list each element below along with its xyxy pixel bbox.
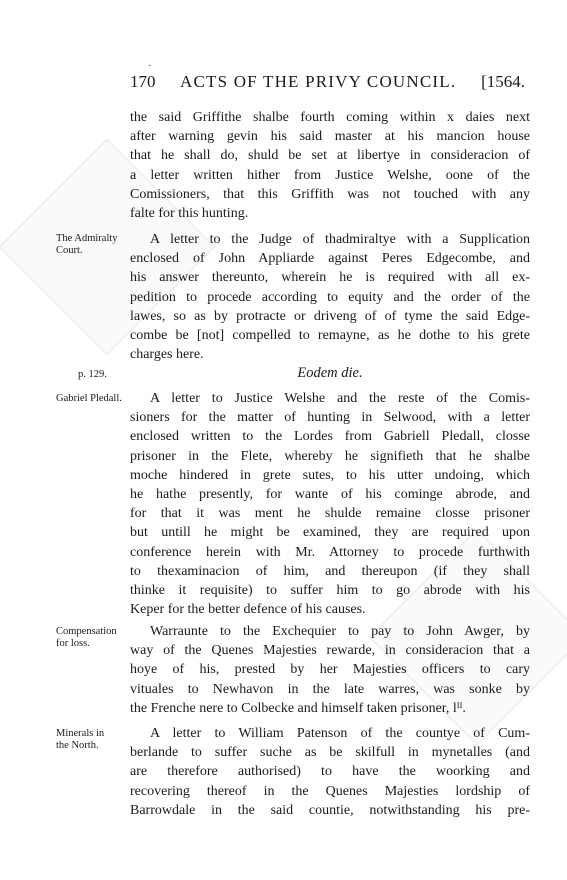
margin-note-gabriel-pledall: Gabriel Pledall. — [56, 393, 122, 404]
text-line: recovering thereof in the Quenes Majesties lordship of — [130, 783, 530, 799]
entry-admiralty-court — [130, 230, 530, 364]
text-line: that he shall do, shuld be set at libertye in consideracion of — [130, 148, 530, 164]
text-line: for that it was ment he shulde remaine closse prisoner — [130, 506, 530, 522]
text-line: are therefore authorised) to have the woorking and — [130, 764, 530, 780]
text-line: lawes, so as by protracte or driveng of of tyme the said Edge- — [130, 308, 530, 324]
text-line: after warning gevin his said master at his mancion house — [130, 129, 530, 145]
running-header — [130, 72, 525, 96]
text-line: the said Griffithe shalbe fourth coming within x daies next — [130, 110, 530, 125]
text-line: A letter to William Patenson of the countye of Cum- — [150, 726, 530, 741]
entry-gabriel-pledall — [130, 389, 530, 619]
text-line: conference herein with Mr. Attorney to procede furthwith — [130, 544, 530, 560]
entry-minerals — [130, 724, 530, 820]
margin-note-minerals: Minerals in the North. — [56, 728, 105, 751]
page-number: 170 — [130, 72, 156, 91]
header-year: [1564. — [481, 72, 525, 91]
margin-note-admiralty-court: The Admiralty Court. — [56, 233, 118, 256]
text-line: a letter written hither from Justice Welshe, oone of the — [130, 167, 530, 183]
text-line: Barrowdale in the said countie, notwithstanding his pre- — [130, 802, 530, 818]
text-line: falte for this hunting. — [130, 205, 249, 221]
entry-continuation — [130, 108, 530, 223]
text-line: A letter to Justice Welshe and the reste of the Comis- — [150, 391, 530, 406]
text-line: the Frenche nere to Colbecke and himself taken prisoner, lᴵᴵ. — [130, 700, 466, 716]
text-line: Comissioners, that this Griffith was not touched with any — [130, 186, 530, 202]
text-line: way of the Quenes Majesties rewarde, in consideracion that a — [130, 643, 530, 659]
text-line: enclosed of John Appliarde against Peres Edgecombe, and — [130, 251, 530, 267]
text-line: charges here. — [130, 347, 204, 363]
text-line: berlande to suffer suche as be skilfull in mynetalles (and — [130, 745, 530, 761]
text-line: enclosed written to the Lordes from Gabriell Pledall, closse — [130, 429, 530, 445]
entry-compensation — [130, 622, 530, 718]
text-line: pedition to procede according to equity and the order of the — [130, 289, 530, 305]
date-heading: Eodem die. — [297, 365, 363, 381]
text-line: thinke it requisite) to suffer him to go abrode with his — [130, 582, 530, 598]
margin-note-page-ref: p. 129. — [78, 369, 107, 380]
text-line: Keper for the better defence of his causes. — [130, 602, 366, 618]
small-mark: · — [148, 60, 152, 72]
text-line: he hathe presently, for wante of his cominge abrode, and — [130, 486, 530, 502]
text-line: his answer thereunto, wherein he is required with all ex- — [130, 270, 530, 286]
text-line: A letter to the Judge of thadmiraltye with a Supplication — [150, 232, 530, 247]
text-line: vituales to Newhavon in the late warres, was sonke by — [130, 681, 530, 697]
text-line: but untill he might be examined, they are required upon — [130, 525, 530, 541]
text-line: Warraunte to the Exchequier to pay to John Awger, by — [150, 624, 530, 639]
text-line: combe be [not] compelled to remayne, as he dothe to his grete — [130, 327, 530, 343]
text-line: sioners for the matter of hunting in Selwood, with a letter — [130, 410, 530, 426]
text-line: moche hindered in grete sutes, to his utter undoing, which — [130, 467, 530, 483]
running-title: ACTS OF THE PRIVY COUNCIL. — [180, 72, 457, 91]
text-line: hoye of his, prested by her Majesties officers to cary — [130, 662, 530, 678]
text-line: to thexaminacion of him, and thereupon (if they shall — [130, 563, 530, 579]
margin-note-compensation: Compensation for loss. — [56, 626, 117, 649]
text-line: prisoner in the Flete, whereby he signifieth that he shalbe — [130, 448, 530, 464]
